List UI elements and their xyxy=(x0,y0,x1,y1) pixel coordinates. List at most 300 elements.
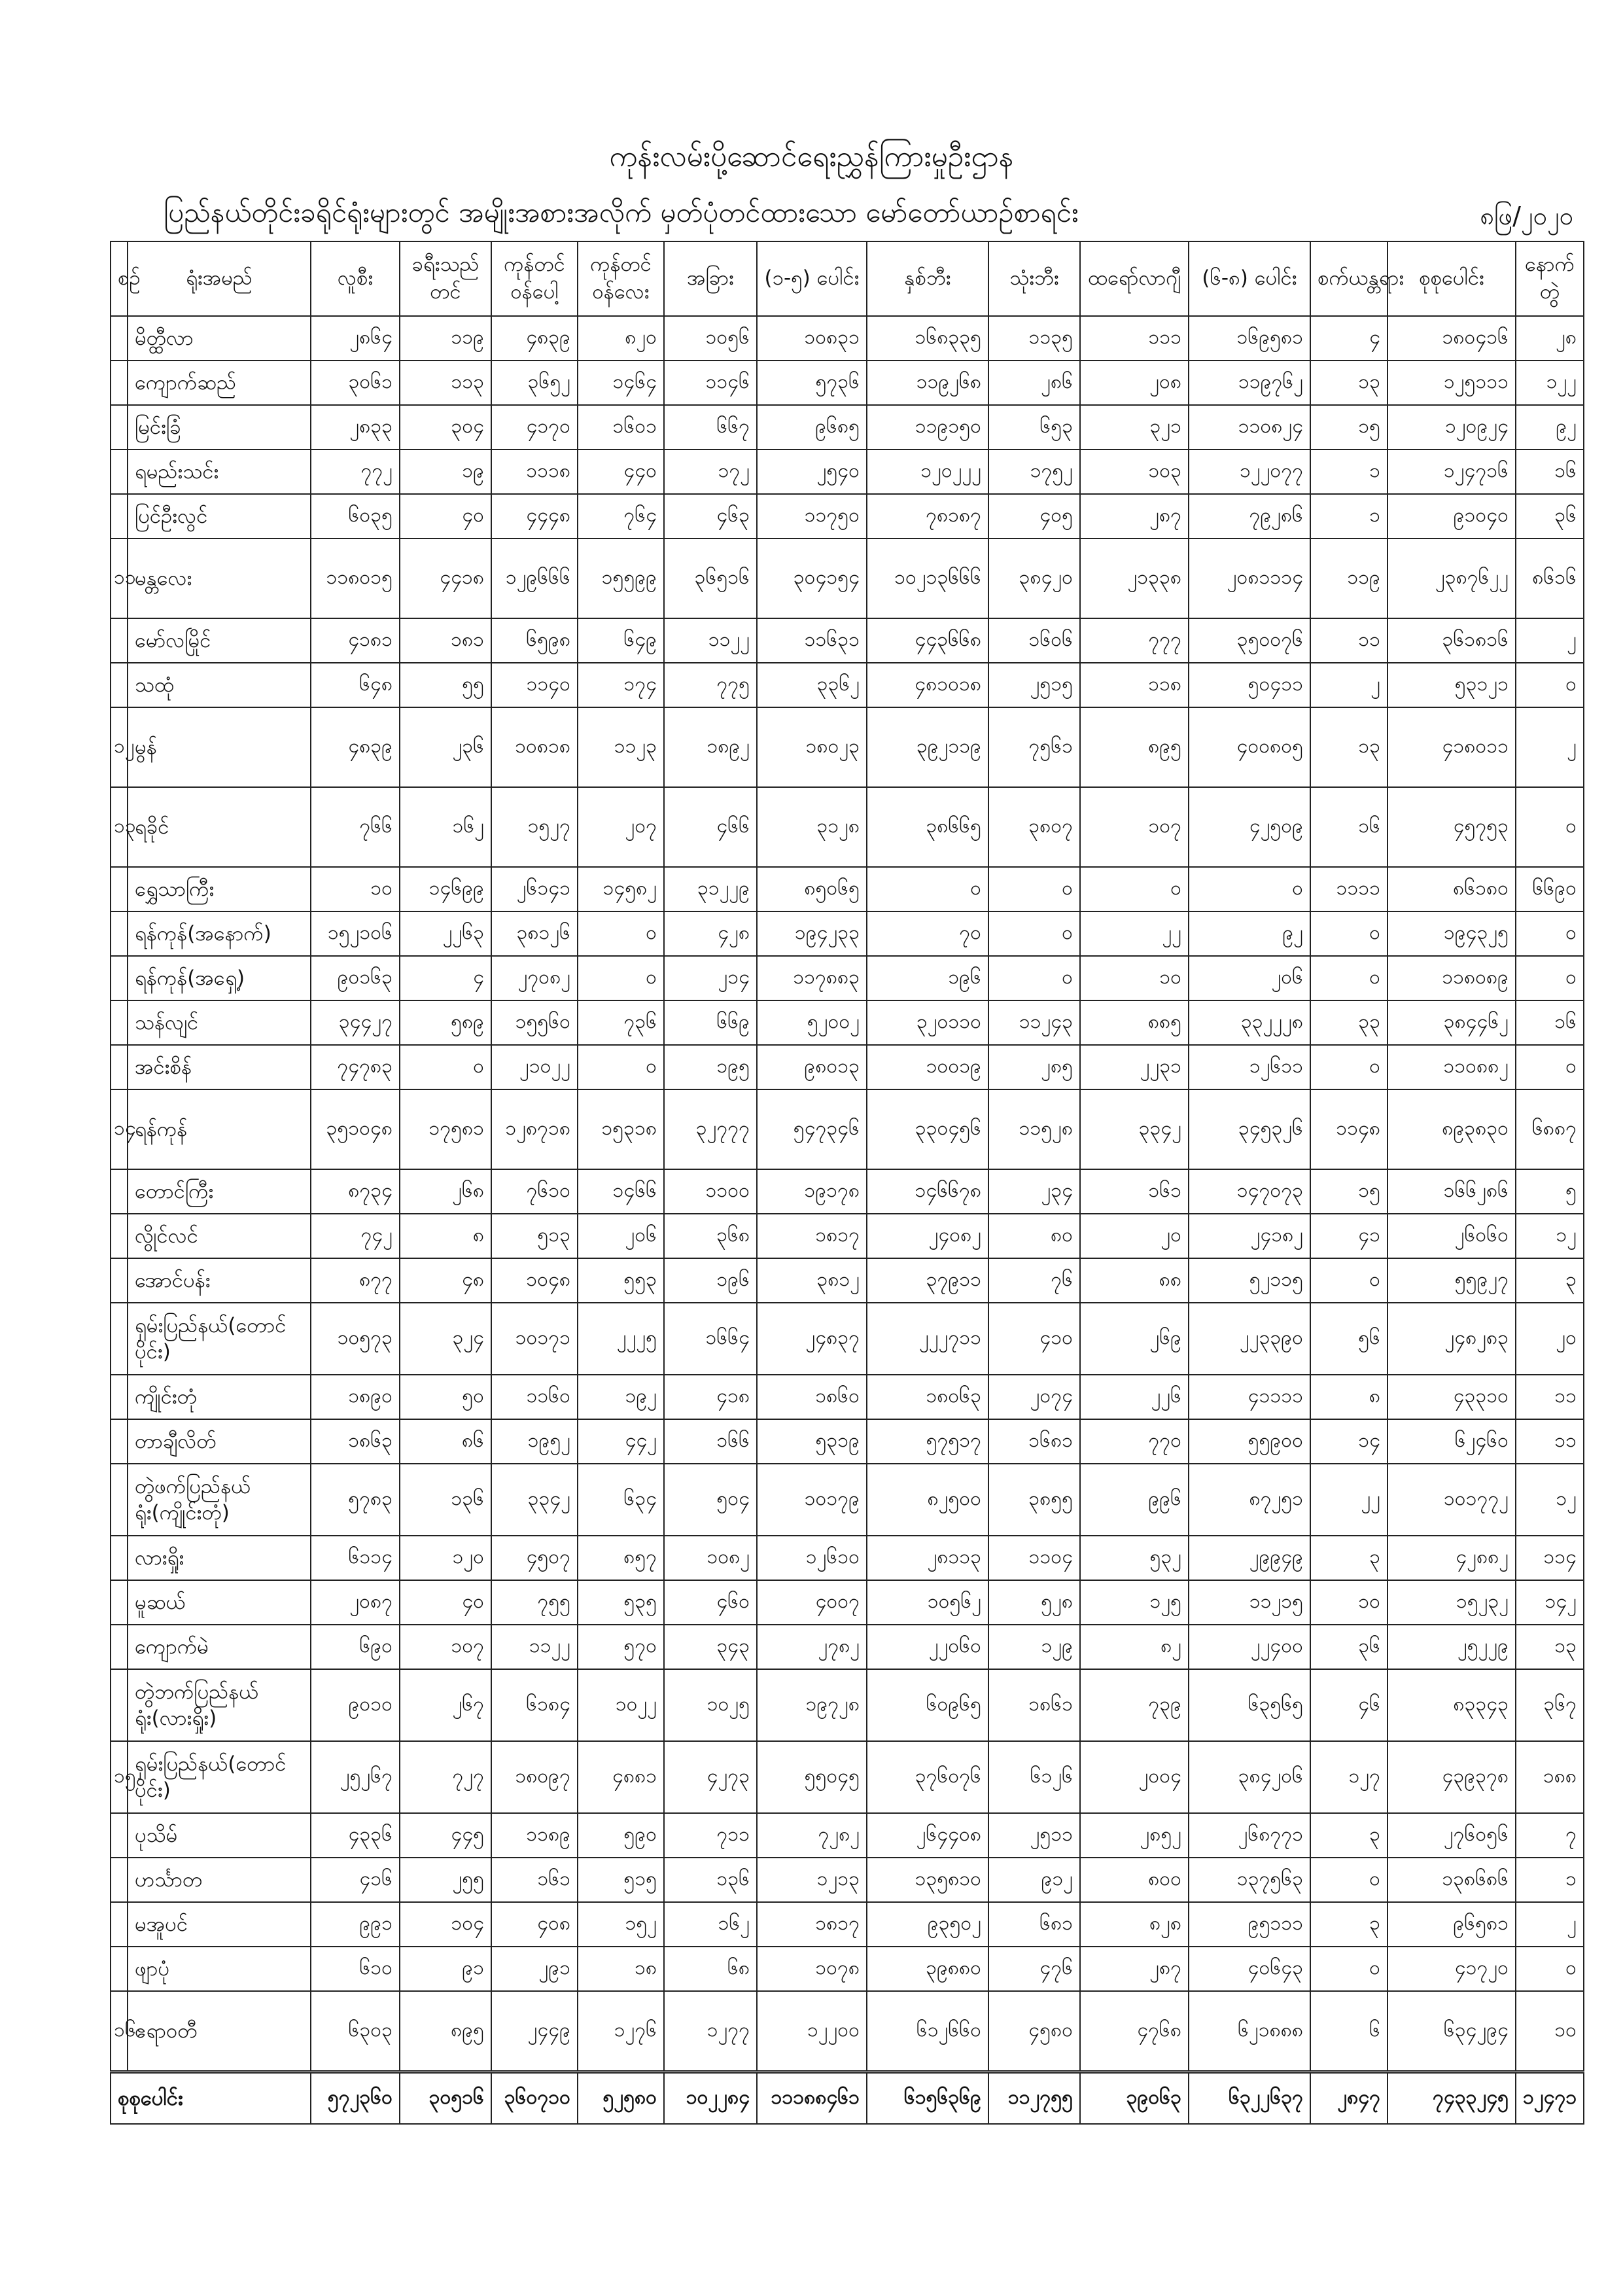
table-cell: ၁၁၉၇၆၂ xyxy=(1189,361,1310,405)
row-number xyxy=(111,911,128,956)
table-cell: ၁၀၀၁၉ xyxy=(867,1045,988,1089)
table-cell: ၄၆ xyxy=(1310,1669,1387,1741)
table-cell: ၁၈၀၂၃ xyxy=(757,707,867,787)
table-cell: ၁၂၇၇ xyxy=(664,1991,757,2072)
column-header: (၁-၅) ပေါင်း xyxy=(757,241,867,316)
table-cell: ၁၉၄၂၃၃ xyxy=(757,911,867,956)
total-cell: ၆၁၅၆၃၆၉ xyxy=(867,2072,988,2125)
table-cell: ၇၇၇ xyxy=(1080,618,1189,663)
table-cell: ၂၆၉ xyxy=(1080,1303,1189,1375)
table-cell: ၅၆ xyxy=(1310,1303,1387,1375)
total-cell: ၆၃၂၂၆၃၇ xyxy=(1189,2072,1310,2125)
table-cell: ၈၀ xyxy=(988,1214,1080,1258)
table-cell: ၆၂၄၆၀ xyxy=(1387,1419,1516,1464)
table-row xyxy=(111,450,1584,494)
table-cell: ၁၃၇၅၆၃ xyxy=(1189,1858,1310,1902)
office-name: ဧရာဝတီ xyxy=(128,1991,311,2072)
table-cell: ၂၂၂၅ xyxy=(578,1303,664,1375)
table-cell: ၂၈၁၁၃ xyxy=(867,1536,988,1580)
table-cell: ၁၀၃ xyxy=(1080,450,1189,494)
column-header: ကုန်တင်ဝန်လေး xyxy=(578,241,664,316)
table-cell: ၁၆၆ xyxy=(664,1419,757,1464)
table-cell: ၄၇၆၈ xyxy=(1080,1991,1189,2072)
table-cell: ၂ xyxy=(1516,1902,1584,1947)
table-cell: ၉၆၅၈၁ xyxy=(1387,1902,1516,1947)
table-cell: ၄၀ xyxy=(400,494,491,539)
row-number xyxy=(111,618,128,663)
table-cell: ၁၁၈၀၁၅ xyxy=(311,539,400,618)
table-cell: ၁၁ xyxy=(1516,1375,1584,1419)
table-cell: ၁၁၇၅၀ xyxy=(757,494,867,539)
table-cell: ၁၁၈၉ xyxy=(491,1813,578,1858)
table-cell: ၄၆၀ xyxy=(664,1580,757,1625)
office-name: ဟင်္သာတ xyxy=(128,1858,311,1902)
row-number xyxy=(111,1419,128,1464)
table-cell: ၂၆၀၆၀ xyxy=(1387,1214,1516,1258)
table-cell: ၁၁၂၄၃ xyxy=(988,1000,1080,1045)
table-cell: ၃၃၄၂ xyxy=(491,1464,578,1536)
table-cell: ၁၁၈ xyxy=(1080,663,1189,707)
column-header: စုစုပေါင်း xyxy=(1387,241,1516,316)
table-cell: ၁၄၅၈၂ xyxy=(578,867,664,911)
table-cell: ၄၆၆ xyxy=(664,787,757,867)
document-title: ကုန်းလမ်းပို့ဆောင်ရေးညွှန်ကြားမှုဦးဌာန xyxy=(609,140,1014,173)
table-cell: ၄၁ xyxy=(1310,1214,1387,1258)
row-number: ၁၆ xyxy=(111,1991,128,2072)
table-body xyxy=(111,316,1584,2124)
table-cell: ၅ xyxy=(1516,1169,1584,1214)
table-cell: ၇၄၇၈၃ xyxy=(311,1045,400,1089)
table-cell: ၁၀ xyxy=(1310,1580,1387,1625)
table-cell: ၃၀၄ xyxy=(400,405,491,450)
table-row xyxy=(111,405,1584,450)
table-cell: ၁၆၉၅၈၁ xyxy=(1189,316,1310,361)
table-cell: ၃၃၆၂ xyxy=(757,663,867,707)
table-cell: ၃၃၀၄၅၆ xyxy=(867,1089,988,1169)
table-cell: ၄၄၅ xyxy=(400,1813,491,1858)
table-cell: ၇၅၅ xyxy=(491,1580,578,1625)
table-cell: ၁၆၀၁ xyxy=(578,405,664,450)
table-cell: ၄၀၀၈၀၅ xyxy=(1189,707,1310,787)
table-cell: ၁၃ xyxy=(1310,361,1387,405)
office-name: ကျောက်ဆည် xyxy=(128,361,311,405)
table-cell: ၁၁ xyxy=(1310,618,1387,663)
table-cell: ၁၁၄၀ xyxy=(491,663,578,707)
table-row xyxy=(111,1741,1584,1813)
table-cell: ၆၄၈ xyxy=(311,663,400,707)
table-cell: ၁၃ xyxy=(1310,707,1387,787)
table-cell: ၁၁၀၀ xyxy=(664,1169,757,1214)
table-cell: ၃၆၈ xyxy=(664,1214,757,1258)
table-cell: ၁ xyxy=(1516,1858,1584,1902)
table-cell: ၄၀၀၇ xyxy=(757,1580,867,1625)
table-cell: ၅၇၅၁၇ xyxy=(867,1419,988,1464)
table-cell: ၄ xyxy=(400,956,491,1000)
table-cell: ၂၉၉၄၉ xyxy=(1189,1536,1310,1580)
table-cell: ၁၀၇ xyxy=(400,1625,491,1669)
table-cell: ၂၀၈၁၁၁၄ xyxy=(1189,539,1310,618)
table-cell: ၁၀၂၂ xyxy=(578,1669,664,1741)
table-cell: ၄၀၆၄၃ xyxy=(1189,1947,1310,1991)
row-number xyxy=(111,1625,128,1669)
table-cell: ၈၈၅ xyxy=(1080,1000,1189,1045)
table-cell: ၁၁၇၈၈၃ xyxy=(757,956,867,1000)
table-cell: ၁၂၀ xyxy=(400,1536,491,1580)
table-cell: ၁၇၅၂ xyxy=(988,450,1080,494)
table-cell: ၁၂၂၀၀ xyxy=(757,1991,867,2072)
table-cell: ၀ xyxy=(1516,1045,1584,1089)
table-cell: ၁၁၆၀ xyxy=(491,1375,578,1419)
table-cell: ၁၇၅၈၁ xyxy=(400,1089,491,1169)
table-cell: ၈၅၀၆၅ xyxy=(757,867,867,911)
table-cell: ၂၂ xyxy=(1310,1464,1387,1536)
table-row xyxy=(111,956,1584,1000)
table-cell: ၃၃၂၂၂၈ xyxy=(1189,1000,1310,1045)
table-cell: ၂၂၃၃၉၀ xyxy=(1189,1303,1310,1375)
date-label: ၈ဖြ/၂၀၂၀ xyxy=(1480,202,1573,230)
table-cell: ၄၇၆ xyxy=(988,1947,1080,1991)
row-number xyxy=(111,867,128,911)
table-cell: ၁၂၉ xyxy=(988,1625,1080,1669)
table-cell: ၉၉၁ xyxy=(311,1902,400,1947)
table-cell: ၀ xyxy=(1310,1258,1387,1303)
table-cell: ၄၁၈၁ xyxy=(311,618,400,663)
office-name: လွိုင်လင် xyxy=(128,1214,311,1258)
table-cell: ၃၂၀၁၁၀ xyxy=(867,1000,988,1045)
total-cell: ၃၀၅၁၆ xyxy=(400,2072,491,2125)
table-cell: ၀ xyxy=(867,867,988,911)
table-cell: ၈၆ xyxy=(400,1419,491,1464)
row-number: ၁၅ xyxy=(111,1741,128,1813)
row-number xyxy=(111,316,128,361)
table-cell: ၅၁၅ xyxy=(578,1858,664,1902)
column-header: ရုံးအမည် xyxy=(128,241,311,316)
table-cell: ၁၂၂ xyxy=(1516,361,1584,405)
table-cell: ၉၉၆ xyxy=(1080,1464,1189,1536)
total-label: စုစုပေါင်း xyxy=(111,2072,311,2125)
table-cell: ၄၂၇၃ xyxy=(664,1741,757,1813)
table-cell: ၈၉၃၈၃၀ xyxy=(1387,1089,1516,1169)
table-cell: ၉၃၅၀၂ xyxy=(867,1902,988,1947)
table-cell: ၃၅၁၀၄၈ xyxy=(311,1089,400,1169)
table-cell: ၁၆၀၆ xyxy=(988,618,1080,663)
column-header: အခြား xyxy=(664,241,757,316)
table-cell: ၇၇၅ xyxy=(664,663,757,707)
table-cell: ၁၄၆၉၉ xyxy=(400,867,491,911)
table-cell: ၅၅၃ xyxy=(578,1258,664,1303)
table-cell: ၂၀ xyxy=(1080,1214,1189,1258)
table-cell: ၁၄၆၆၇၈ xyxy=(867,1169,988,1214)
table-row xyxy=(111,663,1584,707)
table-cell: ၁၂၇၆ xyxy=(578,1991,664,2072)
table-cell: ၂၈၃၃ xyxy=(311,405,400,450)
table-cell: ၈၂၀ xyxy=(578,316,664,361)
table-cell: ၂၆၇ xyxy=(400,1669,491,1741)
row-number xyxy=(111,1214,128,1258)
row-number xyxy=(111,494,128,539)
table-row xyxy=(111,1000,1584,1045)
table-cell: ၁၄ xyxy=(1310,1419,1387,1464)
table-cell: ၄၃၉၃၇၈ xyxy=(1387,1741,1516,1813)
table-cell: ၄၄၀ xyxy=(578,450,664,494)
table-cell: ၁၃ xyxy=(1516,1625,1584,1669)
office-name: ပြင်ဦးလွင် xyxy=(128,494,311,539)
table-cell: ၄၅၈၀ xyxy=(988,1991,1080,2072)
table-cell: ၃၈၁၂၆ xyxy=(491,911,578,956)
table-cell: ၄၁၇၀ xyxy=(491,405,578,450)
total-cell: ၁၂၄၇၁ xyxy=(1516,2072,1584,2125)
table-cell: ၄၃၃၁၀ xyxy=(1387,1375,1516,1419)
table-row xyxy=(111,1214,1584,1258)
table-cell: ၁၁၄၆ xyxy=(664,361,757,405)
table-cell: ၁၆ xyxy=(1310,787,1387,867)
office-name: လားရှိုး xyxy=(128,1536,311,1580)
table-cell: ၃၂၇၇၇ xyxy=(664,1089,757,1169)
table-cell: ၁၇၄ xyxy=(578,663,664,707)
table-cell: ၁၀၄၈ xyxy=(491,1258,578,1303)
table-cell: ၅၂၁၁၅ xyxy=(1189,1258,1310,1303)
table-cell: ၆၄၉ xyxy=(578,618,664,663)
table-cell: ၅၄၇၃၄၆ xyxy=(757,1089,867,1169)
table-cell: ၇၄၂ xyxy=(311,1214,400,1258)
table-cell: ၂၅၂၆၇ xyxy=(311,1741,400,1813)
table-cell: ၅၃၁၉ xyxy=(757,1419,867,1464)
column-header: နောက်တွဲ xyxy=(1516,241,1584,316)
table-cell: ၁၁၂၁၅ xyxy=(1189,1580,1310,1625)
total-row xyxy=(111,2072,1584,2125)
table-cell: ၁၁၄ xyxy=(1516,1536,1584,1580)
document-header xyxy=(0,0,1623,262)
table-cell: ၁၀၅၆၂ xyxy=(867,1580,988,1625)
table-cell: ၂၂၆၃ xyxy=(400,911,491,956)
table-cell: ၁၁၀၄ xyxy=(988,1536,1080,1580)
table-cell: ၁၂ xyxy=(1516,1214,1584,1258)
table-cell: ၂၂၄၀၀ xyxy=(1189,1625,1310,1669)
table-cell: ၃၆ xyxy=(1310,1625,1387,1669)
table-cell: ၁၆၈၃၃၅ xyxy=(867,316,988,361)
table-cell: ၁၀၈၃၁ xyxy=(757,316,867,361)
table-cell: ၆၈ xyxy=(664,1947,757,1991)
table-cell: ၂၀၆ xyxy=(578,1214,664,1258)
table-cell: ၁၂၂၀၇၇ xyxy=(1189,450,1310,494)
table-cell: ၁၀၈၁၈ xyxy=(491,707,578,787)
table-cell: ၁၀၇ xyxy=(1080,787,1189,867)
table-cell: ၇၆ xyxy=(988,1258,1080,1303)
table-cell: ၁၁၂၂ xyxy=(664,618,757,663)
table-cell: ၄၀၅ xyxy=(988,494,1080,539)
table-cell: ၃၄၅၃၂၆ xyxy=(1189,1089,1310,1169)
table-cell: ၂၈၇ xyxy=(1080,494,1189,539)
table-cell: ၆၅၃ xyxy=(988,405,1080,450)
table-cell: ၂၁၄ xyxy=(664,956,757,1000)
table-cell: ၃၈၀၇ xyxy=(988,787,1080,867)
table-header-row xyxy=(111,241,1584,316)
table-cell: ၁၁၃ xyxy=(400,361,491,405)
table-cell: ၁၀၅၆ xyxy=(664,316,757,361)
column-header: ခရီးသည်တင် xyxy=(400,241,491,316)
table-row xyxy=(111,1813,1584,1858)
table-cell: ၂၈၇ xyxy=(1080,1947,1189,1991)
table-cell: ၁၅ xyxy=(1310,1169,1387,1214)
office-name: မူဆယ် xyxy=(128,1580,311,1625)
office-name: တောင်ကြီး xyxy=(128,1169,311,1214)
table-cell: ၆၃၀၃ xyxy=(311,1991,400,2072)
table-row xyxy=(111,1045,1584,1089)
table-cell: ၂၆၁၄၁ xyxy=(491,867,578,911)
table-cell: ၂၀ xyxy=(1516,1303,1584,1375)
table-row xyxy=(111,1625,1584,1669)
total-cell: ၁၁၂၇၅၅ xyxy=(988,2072,1080,2125)
table-cell: ၇၀ xyxy=(867,911,988,956)
table-cell: ၂၆၈၇၇၁ xyxy=(1189,1813,1310,1858)
table-cell: ၁၅၂၁၀၆ xyxy=(311,911,400,956)
table-cell: ၁၁၅၂၈ xyxy=(988,1089,1080,1169)
table-row xyxy=(111,911,1584,956)
table-cell: ၃၉၂၁၁၉ xyxy=(867,707,988,787)
table-row xyxy=(111,1464,1584,1536)
table-cell: ၆၉၀ xyxy=(311,1625,400,1669)
table-cell: ၁၆၁ xyxy=(491,1858,578,1902)
table-cell: ၁၈ xyxy=(578,1947,664,1991)
table-cell: ၂၄၈၃၇ xyxy=(757,1303,867,1375)
table-cell: ၃၇၆၀၇၆ xyxy=(867,1741,988,1813)
office-name: ရန်ကုန် xyxy=(128,1089,311,1169)
table-cell: ၁၆၆၂၈၆ xyxy=(1387,1169,1516,1214)
row-number xyxy=(111,956,128,1000)
table-cell: ၆၈၁ xyxy=(988,1902,1080,1947)
row-number xyxy=(111,1375,128,1419)
table-cell: ၂၈ xyxy=(1516,316,1584,361)
total-cell: ၁၁၁၈၈၄၆၁ xyxy=(757,2072,867,2125)
table-cell: ၅၃၁၂၁ xyxy=(1387,663,1516,707)
table-cell: ၅၂၈ xyxy=(988,1580,1080,1625)
table-cell: ၁၈၀၉၇ xyxy=(491,1741,578,1813)
table-cell: ၀ xyxy=(988,956,1080,1000)
row-number xyxy=(111,1464,128,1536)
table-cell: ၂၄၀၈၂ xyxy=(867,1214,988,1258)
table-row xyxy=(111,1375,1584,1419)
table-cell: ၄၄၂ xyxy=(578,1419,664,1464)
table-cell: ၂၂၆ xyxy=(1080,1375,1189,1419)
table-cell: ၅၈၉ xyxy=(400,1000,491,1045)
table-cell: ၇၅၆၁ xyxy=(988,707,1080,787)
table-cell: ၈၉၅ xyxy=(1080,707,1189,787)
table-cell: ၀ xyxy=(988,911,1080,956)
table-cell: ၁၀ xyxy=(1080,956,1189,1000)
office-name: မအူပင် xyxy=(128,1902,311,1947)
table-cell: ၀ xyxy=(1080,867,1189,911)
table-cell: ၂၅၄၀ xyxy=(757,450,867,494)
office-name: ရှမ်းပြည်နယ်(တောင်ပိုင်း) xyxy=(128,1741,311,1813)
table-cell: ၁၁၀၈၂၄ xyxy=(1189,405,1310,450)
total-cell: ၅၇၂၃၆၀ xyxy=(311,2072,400,2125)
table-cell: ၂၃၆ xyxy=(400,707,491,787)
column-header: နှစ်ဘီး xyxy=(867,241,988,316)
table-cell: ၃၂၄ xyxy=(400,1303,491,1375)
table-cell: ၃၈၄၂၀၆ xyxy=(1189,1741,1310,1813)
table-cell: ၉၂ xyxy=(1189,911,1310,956)
column-header: စဉ် xyxy=(111,241,128,316)
table-cell: ၃၄၃ xyxy=(664,1625,757,1669)
table-cell: ၁၃၆ xyxy=(664,1858,757,1902)
table-cell: ၄၁၁၁၁ xyxy=(1189,1375,1310,1419)
table-row xyxy=(111,1580,1584,1625)
table-cell: ၃၈၄၂၀ xyxy=(988,539,1080,618)
table-cell: ၃၈၆၆၅ xyxy=(867,787,988,867)
table-cell: ၀ xyxy=(1310,1947,1387,1991)
table-cell: ၁၄၆၆ xyxy=(578,1169,664,1214)
table-cell: ၁၂၆၁၀ xyxy=(757,1536,867,1580)
total-cell: ၅၂၅၈၀ xyxy=(578,2072,664,2125)
table-cell: ၁၈၆၃ xyxy=(311,1419,400,1464)
table-cell: ၆၆၉ xyxy=(664,1000,757,1045)
table-cell: ၁၉၆ xyxy=(664,1258,757,1303)
table-cell: ၃၀၆၁ xyxy=(311,361,400,405)
table-cell: ၈၆၁၆ xyxy=(1516,539,1584,618)
table-cell: ၇၃၆ xyxy=(578,1000,664,1045)
vehicle-registration-table xyxy=(110,241,1583,2125)
table-cell: ၄၂၈၈၂ xyxy=(1387,1536,1516,1580)
table-cell: ၈၇၂၅၁ xyxy=(1189,1464,1310,1536)
table-cell: ၁၅ xyxy=(1310,405,1387,450)
table-cell: ၁၉၂ xyxy=(578,1375,664,1419)
table-cell: ၈၂၈ xyxy=(1080,1902,1189,1947)
table-cell: ၂၆၄၄၀၈ xyxy=(867,1813,988,1858)
table-cell: ၄၄၄၈ xyxy=(491,494,578,539)
table-cell: ၅၇၈၃ xyxy=(311,1464,400,1536)
table-cell: ၁၅၅၆၀ xyxy=(491,1000,578,1045)
column-header: ထရော်လာဂျီ xyxy=(1080,241,1189,316)
table-cell: ၁၁၉ xyxy=(1310,539,1387,618)
table-cell: ၀ xyxy=(1310,911,1387,956)
table-cell: ၁၈၁ xyxy=(400,618,491,663)
office-name: တာချီလိတ် xyxy=(128,1419,311,1464)
table-cell: ၁၂၀၉၂၄ xyxy=(1387,405,1516,450)
table-cell: ၇၈၁၈၇ xyxy=(867,494,988,539)
table-cell: ၂၂၀၆၀ xyxy=(867,1625,988,1669)
table-row xyxy=(111,1858,1584,1902)
row-number xyxy=(111,1902,128,1947)
table-cell: ၁၆၈၁ xyxy=(988,1419,1080,1464)
row-number xyxy=(111,1303,128,1375)
table-cell: ၁၀ xyxy=(311,867,400,911)
table-cell: ၁၈၉၀ xyxy=(311,1375,400,1419)
table-cell: ၁၀၁၇၁ xyxy=(491,1303,578,1375)
table-cell: ၁၆၂ xyxy=(400,787,491,867)
table-cell: ၁၁၁၈ xyxy=(491,450,578,494)
table-cell: ၃၉၈၈၀ xyxy=(867,1947,988,1991)
table-cell: ၁၉၄၃၂၅ xyxy=(1387,911,1516,956)
table-cell: ၆၅၉၈ xyxy=(491,618,578,663)
office-name: ဖျာပုံ xyxy=(128,1947,311,1991)
table-cell: ၄၁၈ xyxy=(664,1375,757,1419)
table-cell: ၄၁၆ xyxy=(311,1858,400,1902)
table-cell: ၈၃၃၄၃ xyxy=(1387,1669,1516,1741)
table-cell: ၆၃၅၆၅ xyxy=(1189,1669,1310,1741)
table-row xyxy=(111,1947,1584,1991)
office-name: ရခိုင် xyxy=(128,787,311,867)
table-cell: ၈၇၃၄ xyxy=(311,1169,400,1214)
table-cell: ၅၅၉၀၀ xyxy=(1189,1419,1310,1464)
table-row xyxy=(111,618,1584,663)
table-cell: ၂၄၈၂၈၃ xyxy=(1387,1303,1516,1375)
table-cell: ၅၇၃၆ xyxy=(757,361,867,405)
table-cell: ၁၃၈၆၈၆ xyxy=(1387,1858,1516,1902)
table-cell: ၀ xyxy=(1516,787,1584,867)
table-cell: ၀ xyxy=(578,1045,664,1089)
table-cell: ၄၈၃၉ xyxy=(311,707,400,787)
table-row xyxy=(111,539,1584,618)
